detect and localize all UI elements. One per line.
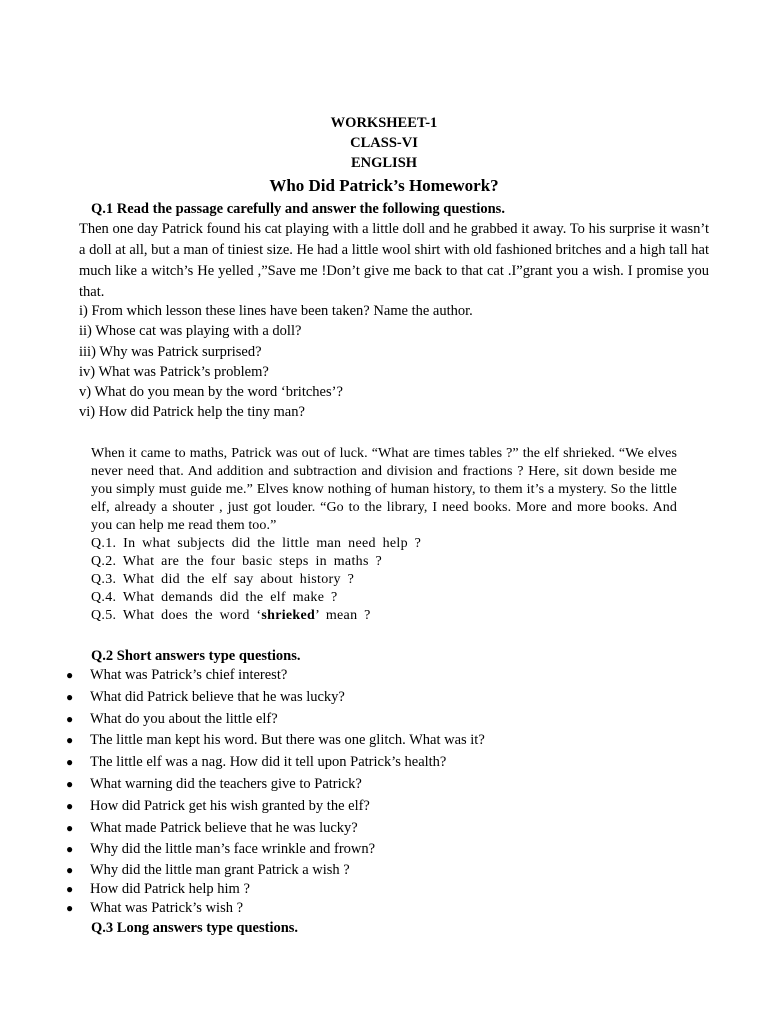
q5-prefix: Q.5. What does the word ‘	[91, 608, 262, 623]
question-item: Q.4. What demands did the elf make ?	[91, 590, 338, 605]
list-item	[64, 665, 485, 687]
lesson-title: Who Did Patrick’s Homework?	[269, 176, 499, 195]
list-item	[64, 730, 485, 752]
q5-bold-word: shrieked	[261, 608, 316, 623]
list-item	[64, 899, 485, 918]
bullet-icon: ●	[66, 689, 74, 704]
q5-suffix: ’ mean ?	[315, 608, 371, 623]
bullet-icon: ●	[66, 863, 74, 878]
list-item	[64, 774, 485, 796]
passage-two-text: When it came to maths, Patrick was out of luck. “What are times tables ?” the elf shrieked. “We elves never need that. And addition and subtraction and division and fractions ? Here, sit down beside me you simply must guide me.” Elves know nothing of human history, to them it’s a mystery. So the little elf, already a shouter , just got louder. “Go to the library, I need books. More and more books. And you can help me read them too.”	[91, 446, 677, 533]
list-item-text: What made Patrick believe that he was lucky?	[90, 819, 358, 836]
list-item-text: Why did the little man grant Patrick a wish ?	[90, 862, 350, 879]
question-item: Q.2. What are the four basic steps in maths ?	[91, 554, 383, 569]
list-item-text: The little man kept his word. But there was one glitch. What was it?	[90, 732, 485, 749]
list-item-text: What was Patrick’s chief interest?	[90, 667, 288, 683]
passage-two-questions	[91, 535, 421, 625]
list-item-text: What do you about the little elf?	[90, 710, 278, 727]
list-item	[64, 687, 485, 709]
list-item-text: What warning did the teachers give to Patrick?	[90, 775, 362, 792]
list-item-text: What was Patrick’s wish ?	[90, 900, 244, 917]
bullet-icon: ●	[66, 776, 74, 791]
bullet-icon: ●	[66, 668, 74, 682]
list-item-text: How did Patrick help him ?	[90, 881, 250, 898]
bullet-icon: ●	[66, 842, 74, 857]
worksheet-header	[0, 113, 768, 198]
bullet-icon: ●	[66, 820, 74, 835]
list-item-text: How did Patrick get his wish granted by the elf?	[90, 797, 370, 814]
short-answer-list	[64, 665, 485, 918]
bullet-icon: ●	[66, 733, 74, 748]
worksheet-number: WORKSHEET-1	[330, 115, 438, 131]
question-item-q5	[91, 607, 421, 625]
question-item: i) From which lesson these lines have been taken? Name the author.	[79, 303, 473, 319]
question-item: Q.3. What did the elf say about history ?	[91, 572, 355, 587]
list-item	[64, 796, 485, 818]
question-item: iii) Why was Patrick surprised?	[79, 343, 262, 360]
passage-one	[79, 219, 709, 303]
passage-two	[91, 445, 677, 535]
list-item	[64, 839, 485, 861]
list-item	[64, 709, 485, 731]
bullet-icon: ●	[66, 901, 74, 916]
subject-label: ENGLISH	[350, 155, 418, 171]
q1-heading: Q.1 Read the passage carefully and answer the following questions.	[91, 201, 505, 217]
list-item-text: Why did the little man’s face wrinkle and frown?	[90, 841, 376, 858]
list-item-text: The little elf was a nag. How did it tell upon Patrick’s health?	[90, 754, 447, 771]
list-item	[64, 752, 485, 774]
list-item-text: What did Patrick believe that he was lucky?	[90, 688, 345, 705]
list-item	[64, 861, 485, 880]
bullet-icon: ●	[66, 798, 74, 813]
question-item: v) What do you mean by the word ‘britches’?	[79, 384, 343, 401]
bullet-icon: ●	[66, 882, 74, 897]
passage-one-text: Then one day Patrick found his cat playing with a little doll and he grabbed it away. To his surprise it wasn’t a doll at all, but a man of tiniest size. He had a little wool shirt with old fashioned britches and a high tall hat much like a witch’s He yelled ,”Save me !Don’t give me back to that cat .I”grant you a wish. I promise you that.	[79, 221, 709, 300]
bullet-icon: ●	[66, 711, 74, 726]
question-item: vi) How did Patrick help the tiny man?	[79, 404, 305, 421]
passage-one-questions	[79, 301, 473, 423]
bullet-icon: ●	[66, 755, 74, 770]
question-item: Q.1. In what subjects did the little man need help ?	[91, 536, 422, 551]
class-label: CLASS-VI	[350, 135, 418, 151]
q2-heading: Q.2 Short answers type questions.	[91, 648, 301, 664]
question-item: iv) What was Patrick’s problem?	[79, 363, 269, 380]
list-item	[64, 818, 485, 840]
q3-heading: Q.3 Long answers type questions.	[91, 920, 299, 936]
question-item: ii) Whose cat was playing with a doll?	[79, 323, 302, 340]
list-item	[64, 880, 485, 899]
